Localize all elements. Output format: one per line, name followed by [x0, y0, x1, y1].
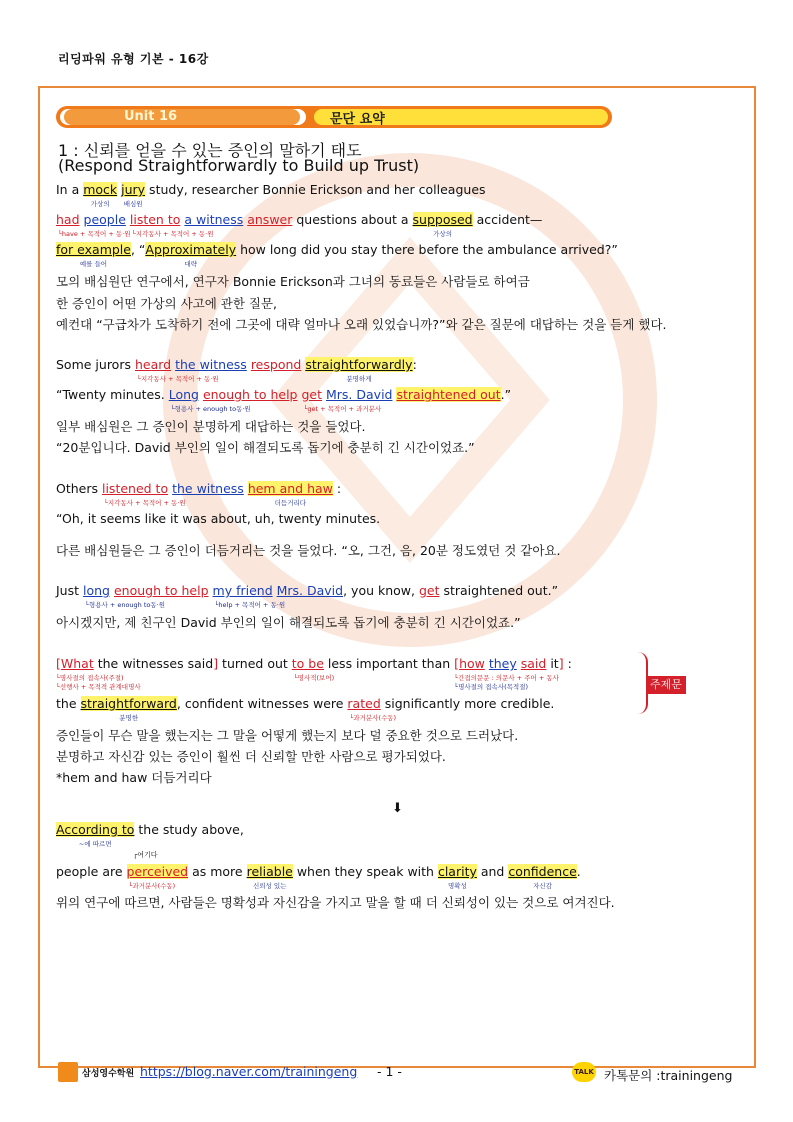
text: : [332, 481, 342, 496]
gloss: 명확성 [447, 882, 467, 890]
text: less important than [323, 656, 455, 671]
gloss: └과거분사(수동) [128, 882, 176, 890]
gloss: 가상의 [433, 230, 452, 238]
word-heard: heard └지각동사 + 목적어 + 동·원 [134, 357, 219, 383]
p1-korean-line1: 모의 배심원단 연구에서, 연구자 Bonnie Erickson과 그녀의 동료들은 사람들로 하여금 [56, 274, 530, 289]
word-straightened-out: straightened out [396, 387, 501, 402]
gloss: └과거분사(수동) [349, 714, 397, 722]
text: Some jurors [56, 357, 135, 372]
word-long: long └형용사 + enough to동·원 [83, 583, 166, 609]
text: .” [500, 387, 512, 402]
text: accident— [472, 212, 543, 227]
gloss: 분명하게 [346, 375, 372, 383]
word-jury: jury 배심원 [121, 182, 146, 208]
word-straightforwardly: straightforwardly 분명하게 [305, 357, 413, 383]
gloss: └지각동사 + 목적어 + 동·원 [103, 499, 186, 507]
page-header-title: 리딩파워 유형 기본 - 16강 [58, 52, 209, 66]
word-get: get └get + 목적어 + 과거분사 [301, 387, 382, 413]
text: how long did you stay there before the ambulance arrived?” [236, 242, 618, 257]
text: “Twenty minutes. [56, 387, 169, 402]
p3-line1 [56, 481, 342, 507]
unit-label-fill [64, 109, 300, 125]
gloss: 예를 들어 [79, 260, 108, 268]
gloss: └명사절의 접속사(목적절) [454, 683, 529, 691]
down-arrow-icon: ⬇ [392, 801, 403, 816]
text: . [576, 864, 581, 879]
text: , “ [130, 242, 146, 257]
word-approximately: Approximately 대략 [145, 242, 237, 268]
word-people: people [83, 212, 126, 227]
text: In a [56, 182, 84, 197]
text: , confident witnesses were [176, 696, 348, 711]
word-according-to: According to ~에 따르면 [56, 822, 135, 848]
gloss: └have + 목적어 + 동·원 [58, 230, 131, 238]
p3-line2: “Oh, it seems like it was about, uh, twenty minutes. [56, 511, 381, 526]
word-the-witness: the witness [175, 357, 247, 372]
text: turned out [218, 656, 292, 671]
word-mrs-david: Mrs. David [326, 387, 393, 402]
text: when they speak with [292, 864, 438, 879]
gloss: 자신감 [533, 882, 552, 890]
topic-sentence-badge: 주제문 [646, 676, 686, 694]
unit-label: Unit 16 [124, 109, 178, 124]
word-to-be: to be └명사적(보어) [291, 656, 335, 682]
word-straightforward: straightforward 분명한 [80, 696, 177, 722]
lesson-title-korean: 1 : 신뢰를 얻을 수 있는 증인의 말하기 태도 [58, 141, 362, 160]
word-supposed: supposed 가상의 [412, 212, 473, 238]
unit-banner [56, 106, 612, 128]
text: Just [56, 583, 83, 598]
text: significantly more credible. [380, 696, 555, 711]
word-a-witness: a witness [184, 212, 244, 227]
gloss: 대략 [184, 260, 198, 268]
gloss: └선행사 + 목적격 관계대명사 [56, 683, 141, 691]
word-reliable: reliable 신뢰성 있는 [246, 864, 293, 890]
summary-line2 [56, 864, 581, 890]
p4-korean-line1: 아시겠지만, 제 친구인 David 부인의 일이 해결되도록 돕기에 충분히 긴 시간이었죠.” [56, 615, 521, 630]
p5-line1 [56, 656, 572, 691]
word-perceived: perceived └과거분사(수동) [126, 864, 189, 890]
gloss: 가상의 [90, 200, 110, 208]
gloss: └help + 목적어 + 동·원 [214, 601, 286, 609]
text: questions about a [292, 212, 413, 227]
word-mock: mock 가상의 [83, 182, 118, 208]
word-rated: rated └과거분사(수동) [347, 696, 397, 722]
lesson-title-english: (Respond Straightforwardly to Build up Trust) [58, 156, 420, 175]
word-enough-to-help: enough to help [202, 387, 298, 402]
text: : [563, 656, 572, 671]
word-long: Long └형용사 + enough to동·원 [168, 387, 251, 413]
word-hem-and-haw: hem and haw 더듬거리다 [247, 481, 333, 507]
word-clarity: clarity 명확성 [437, 864, 477, 890]
p5-korean-line1: 증인들이 무슨 말을 했는지는 그 말을 어떻게 했는지 보다 덜 중요한 것으로 드러났다. [56, 728, 519, 743]
p3-korean-line1: 다른 배심원들은 그 증인이 더듬거리는 것을 들었다. “오, 그건, 음, 20분 정도였던 것 같아요. [56, 543, 561, 558]
unit-topic: 문단 요약 [330, 112, 385, 127]
p1-korean-line3: 예컨대 “구급차가 도착하기 전에 그곳에 대략 얼마나 오래 있었습니까?”와 같은 질문에 대답하는 것을 듣게 했다. [56, 317, 667, 332]
text: Others [56, 481, 102, 496]
word-confidence: confidence 자신감 [508, 864, 577, 890]
p5-line2 [56, 696, 555, 722]
kakao-talk-icon: TALK [572, 1062, 596, 1082]
clause-how: [how they said it] └간접의문문 : 의문사 + 주어 + 동사 └명사절의 접속사(목적절) [454, 656, 564, 691]
text: : [412, 357, 417, 372]
gloss: 신뢰성 있는 [252, 882, 287, 890]
word-answer: answer [247, 212, 293, 227]
academy-name: 삼성영수학원 [82, 1069, 135, 1079]
text: and [476, 864, 509, 879]
academy-logo-icon [58, 1062, 78, 1082]
p2-korean-line1: 일부 배심원은 그 증인이 분명하게 대답하는 것을 들었다. [56, 419, 366, 434]
blog-link[interactable]: https://blog.naver.com/trainingeng [140, 1064, 358, 1079]
gloss: └get + 목적어 + 과거분사 [303, 405, 382, 413]
word-enough-to-help: enough to help [113, 583, 209, 598]
p2-line1 [56, 357, 417, 383]
p1-line1 [56, 182, 486, 208]
clause-what: [What the witnesses said] └명사절의 접속사(주절) └선행사 + 목적격 관계대명사 [56, 656, 219, 691]
p5-vocab-note: *hem and haw 더듬거리다 [56, 770, 212, 785]
summary-korean-line1: 위의 연구에 따르면, 사람들은 명확성과 자신감을 가지고 말을 할 때 더 신뢰성이 있는 것으로 여겨진다. [56, 895, 615, 910]
text: the [56, 696, 81, 711]
gloss: └지각동사 + 목적어 + 동·원 [136, 375, 219, 383]
word-get: get [418, 583, 440, 598]
gloss-perceived-top: ┌여기다 [133, 851, 158, 859]
p4-line1 [56, 583, 559, 609]
gloss: └형용사 + enough to동·원 [85, 601, 166, 609]
summary-line1 [56, 822, 244, 848]
p1-korean-line2: 한 증인이 어떤 가상의 사고에 관한 질문, [56, 296, 278, 311]
gloss: 더듬거리다 [274, 499, 307, 507]
word-mrs-david: Mrs. David [276, 583, 344, 598]
p1-line3 [56, 242, 618, 268]
gloss: └간접의문문 : 의문사 + 주어 + 동사 [454, 674, 559, 682]
gloss: 배심원 [123, 200, 143, 208]
gloss: └형용사 + enough to동·원 [170, 405, 251, 413]
text: , you know, [343, 583, 419, 598]
text: people are [56, 864, 127, 879]
kakao-contact: 카톡문의 :trainingeng [604, 1068, 733, 1083]
text: straightened out.” [439, 583, 559, 598]
gloss: └지각동사 + 목적어 + 동·원 [131, 230, 214, 238]
gloss: 분명한 [119, 714, 139, 722]
text: as more [188, 864, 247, 879]
gloss: └명사적(보어) [293, 674, 335, 682]
gloss: └명사절의 접속사(주절) [56, 674, 124, 682]
word-respond: respond [250, 357, 302, 372]
word-listened-to: listened to └지각동사 + 목적어 + 동·원 [101, 481, 186, 507]
word-listen-to: listen to └지각동사 + 목적어 + 동·원 [129, 212, 214, 238]
word-my-friend: my friend └help + 목적어 + 동·원 [212, 583, 286, 609]
text: the study above, [134, 822, 244, 837]
word-for-example: for example 예를 들어 [56, 242, 131, 268]
gloss: ~에 따르면 [78, 840, 112, 848]
p2-korean-line2: “20분입니다. David 부인의 일이 해결되도록 돕기에 충분히 긴 시간이었죠.” [56, 440, 475, 455]
page-number: - 1 - [377, 1064, 402, 1079]
p5-korean-line2: 분명하고 자신감 있는 증인이 훨씬 더 신뢰할 만한 사람으로 평가되었다. [56, 749, 446, 764]
text: study, researcher Bonnie Erickson and her colleagues [145, 182, 486, 197]
p1-line2 [56, 212, 543, 238]
word-the-witness: the witness [172, 481, 244, 496]
word-had: had └have + 목적어 + 동·원 [56, 212, 131, 238]
p2-line2 [56, 387, 512, 413]
